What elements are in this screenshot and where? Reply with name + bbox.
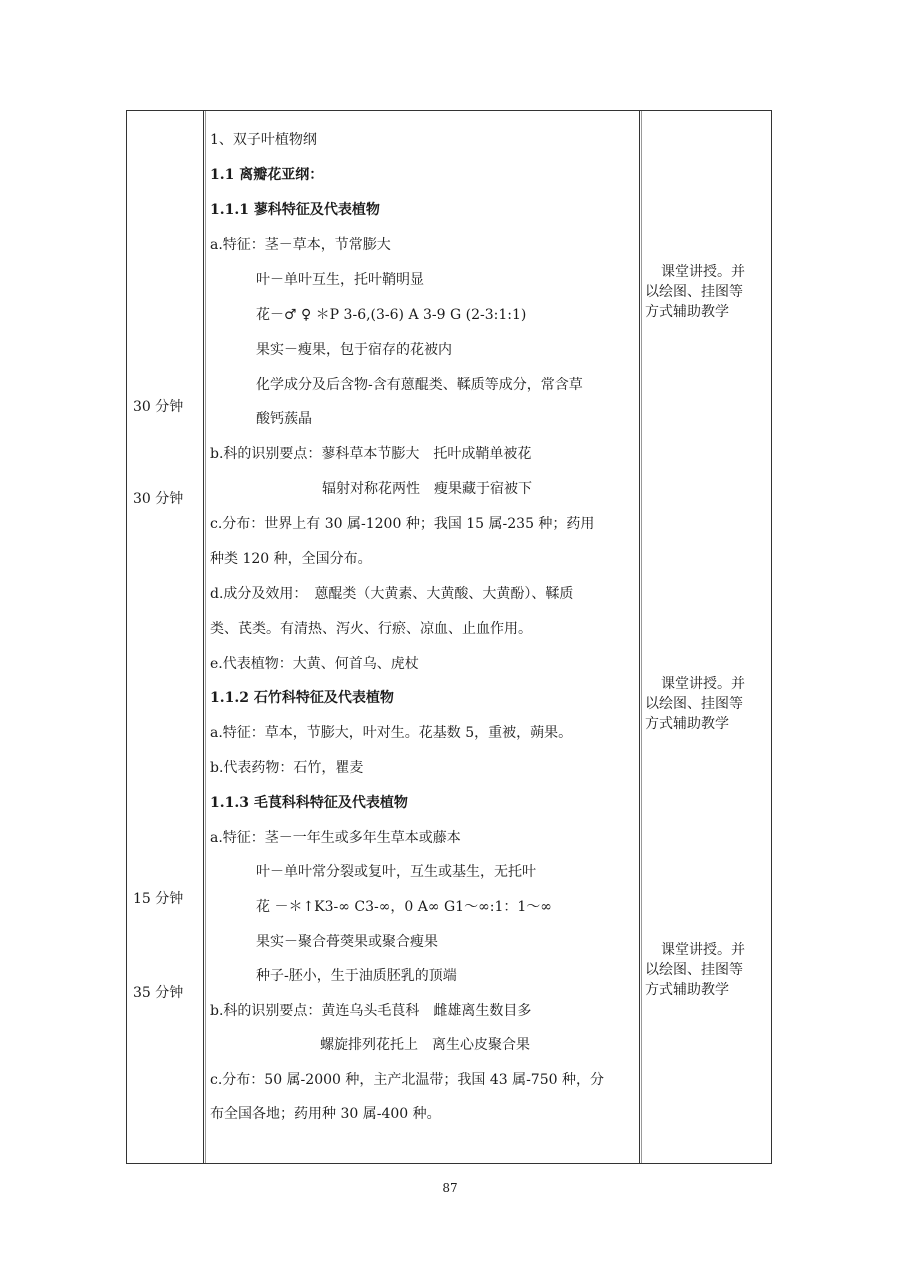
content-line: c.分布：50 属-2000 种，主产北温带；我国 43 属-750 种，分 <box>210 1072 604 1088</box>
content-line: e.代表植物：大黄、何首乌、虎杖 <box>210 656 419 672</box>
teaching-method: 课堂讲授。并 以绘图、挂图等 方式辅助教学 <box>645 942 745 998</box>
flower-formula: 花 －＊↑K3-∞ C3-∞，0 A∞ G1～∞:1：1～∞ <box>256 899 552 915</box>
flower-formula: 花－♂ ♀ ＊P 3-6,(3-6) A 3-9 G (2-3:1:1) <box>256 307 527 323</box>
content-line: c.分布：世界上有 30 属-1200 种；我国 15 属-235 种；药用 <box>210 516 595 532</box>
content-line: 布全国各地；药用种 30 属-400 种。 <box>210 1106 441 1122</box>
time-allocation: 30 分钟 <box>133 399 184 415</box>
content-line: 种子-胚小，生于油质胚乳的顶端 <box>256 968 457 984</box>
content-line: 辐射对称花两性 瘦果藏于宿被下 <box>322 481 532 497</box>
content-line: 1、双子叶植物纲 <box>210 132 317 148</box>
column-divider-inner <box>641 111 642 1163</box>
column-divider <box>203 111 204 1163</box>
teaching-method: 课堂讲授。并 以绘图、挂图等 方式辅助教学 <box>645 676 745 732</box>
content-line: b.科的识别要点：黄连乌头毛茛科 雌雄离生数目多 <box>210 1003 532 1019</box>
content-line: 叶－单叶互生，托叶鞘明显 <box>256 272 424 288</box>
section-heading: 1.1 离瓣花亚纲： <box>210 167 324 183</box>
content-line: b.代表药物：石竹，瞿麦 <box>210 760 364 776</box>
content-line: 种类 120 种，全国分布。 <box>210 551 372 567</box>
content-line: 酸钙蔟晶 <box>256 411 312 427</box>
content-line: a.特征：茎－草本，节常膨大 <box>210 237 391 253</box>
time-allocation: 15 分钟 <box>133 891 184 907</box>
content-line: a.特征：草本，节膨大，叶对生。花基数 5，重被，蒴果。 <box>210 725 573 741</box>
content-line: 叶－单叶常分裂或复叶，互生或基生，无托叶 <box>256 864 536 880</box>
column-divider <box>639 111 640 1163</box>
content-line: 化学成分及后含物-含有蒽醌类、鞣质等成分，常含草 <box>256 377 583 393</box>
content-line: b.科的识别要点：蓼科草本节膨大 托叶成鞘单被花 <box>210 446 532 462</box>
content-line: 果实－聚合蓇葖果或聚合瘦果 <box>256 934 438 950</box>
time-allocation: 35 分钟 <box>133 985 184 1001</box>
content-line: 果实－瘦果，包于宿存的花被内 <box>256 342 452 358</box>
content-line: 螺旋排列花托上 离生心皮聚合果 <box>320 1037 530 1053</box>
content-line: d.成分及效用： 蒽醌类（大黄素、大黄酸、大黄酚）、鞣质 <box>210 586 574 602</box>
section-heading: 1.1.2 石竹科特征及代表植物 <box>210 690 394 706</box>
section-heading: 1.1.3 毛茛科科特征及代表植物 <box>210 795 408 811</box>
content-line: 类、芪类。有清热、泻火、行瘀、凉血、止血作用。 <box>210 621 532 637</box>
page-number: 87 <box>442 1181 458 1195</box>
time-allocation: 30 分钟 <box>133 491 184 507</box>
content-line: a.特征：茎－一年生或多年生草本或藤本 <box>210 830 461 846</box>
section-heading: 1.1.1 蓼科特征及代表植物 <box>210 202 380 218</box>
teaching-method: 课堂讲授。并 以绘图、挂图等 方式辅助教学 <box>645 264 745 320</box>
column-divider-inner <box>205 111 206 1163</box>
